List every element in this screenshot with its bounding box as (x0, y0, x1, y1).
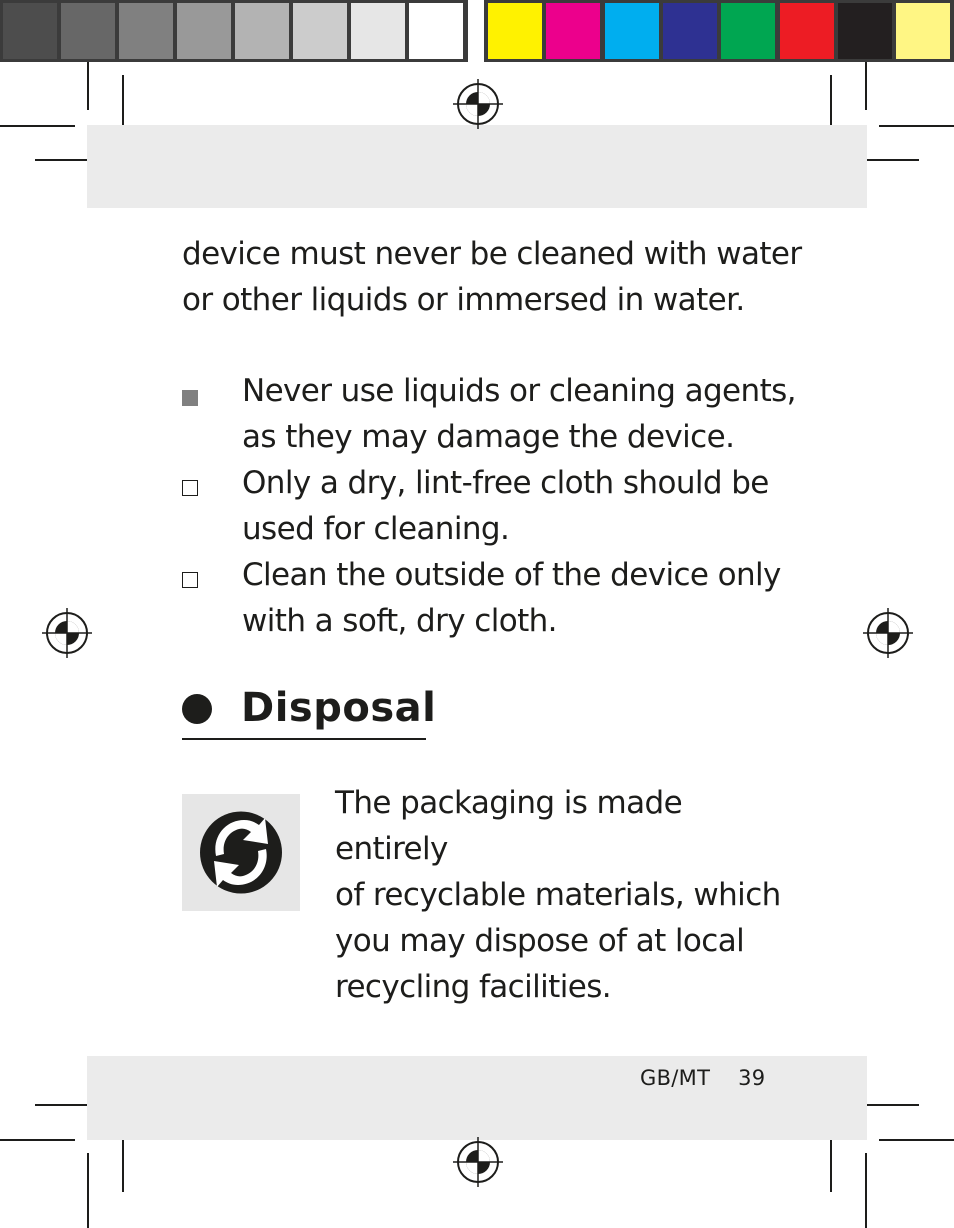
crop-mark (879, 1139, 954, 1141)
crop-mark (0, 125, 75, 127)
color-swatch (838, 3, 892, 59)
gray-swatch (3, 3, 57, 59)
list-item-text (242, 368, 802, 460)
color-swatch (546, 3, 600, 59)
section-heading-text: Disposal (241, 685, 437, 731)
bullet-dot-icon (182, 694, 212, 724)
text-line: recycling facilities. (335, 969, 612, 1005)
gray-swatch (293, 3, 347, 59)
crop-mark (865, 1153, 867, 1228)
recycle-icon (182, 794, 300, 911)
registration-mark-icon (42, 608, 92, 658)
gray-swatch (177, 3, 231, 59)
registration-mark-icon (453, 79, 503, 129)
registration-mark-icon (863, 608, 913, 658)
crop-mark (879, 125, 954, 127)
recycle-icon-box (182, 794, 300, 911)
text-line: or other liquids or immersed in water. (182, 282, 745, 318)
text-line: used for cleaning. (242, 511, 510, 547)
gray-swatch (351, 3, 405, 59)
color-swatch (663, 3, 717, 59)
header-band (87, 125, 867, 208)
disposal-paragraph (335, 780, 795, 1010)
gray-swatch (61, 3, 115, 59)
text-line: as they may damage the device. (242, 419, 735, 455)
list-item-text (242, 552, 802, 644)
text-line: you may dispose of at local (335, 923, 745, 959)
text-line: Never use liquids or cleaning agents, (242, 373, 796, 409)
intro-paragraph (182, 231, 802, 323)
text-line: device must never be cleaned with water (182, 236, 802, 272)
hollow-square-bullet-icon (182, 572, 198, 588)
gray-swatch (119, 3, 173, 59)
locale-label: GB/MT (640, 1066, 711, 1090)
page-footer (640, 1064, 770, 1092)
text-line: with a soft, dry cloth. (242, 603, 557, 639)
section-heading (182, 680, 437, 740)
gray-swatch (409, 3, 463, 59)
crop-mark (87, 1153, 89, 1228)
text-line: The packaging is made entirely (335, 785, 683, 867)
crop-mark (0, 1139, 75, 1141)
text-line: Clean the outside of the device only (242, 557, 781, 593)
page-number: 39 (738, 1066, 766, 1090)
text-line: of recyclable materials, which (335, 877, 781, 913)
color-swatch (605, 3, 659, 59)
filled-square-bullet-icon (182, 390, 198, 406)
hollow-square-bullet-icon (182, 480, 198, 496)
gray-swatch (235, 3, 289, 59)
color-swatch (721, 3, 775, 59)
color-swatch (780, 3, 834, 59)
color-swatch (488, 3, 542, 59)
color-swatch (896, 3, 950, 59)
registration-mark-icon (453, 1137, 503, 1187)
text-line: Only a dry, lint-free cloth should be (242, 465, 769, 501)
crop-mark (865, 62, 867, 110)
list-item-text (242, 460, 802, 552)
crop-mark (87, 62, 89, 110)
